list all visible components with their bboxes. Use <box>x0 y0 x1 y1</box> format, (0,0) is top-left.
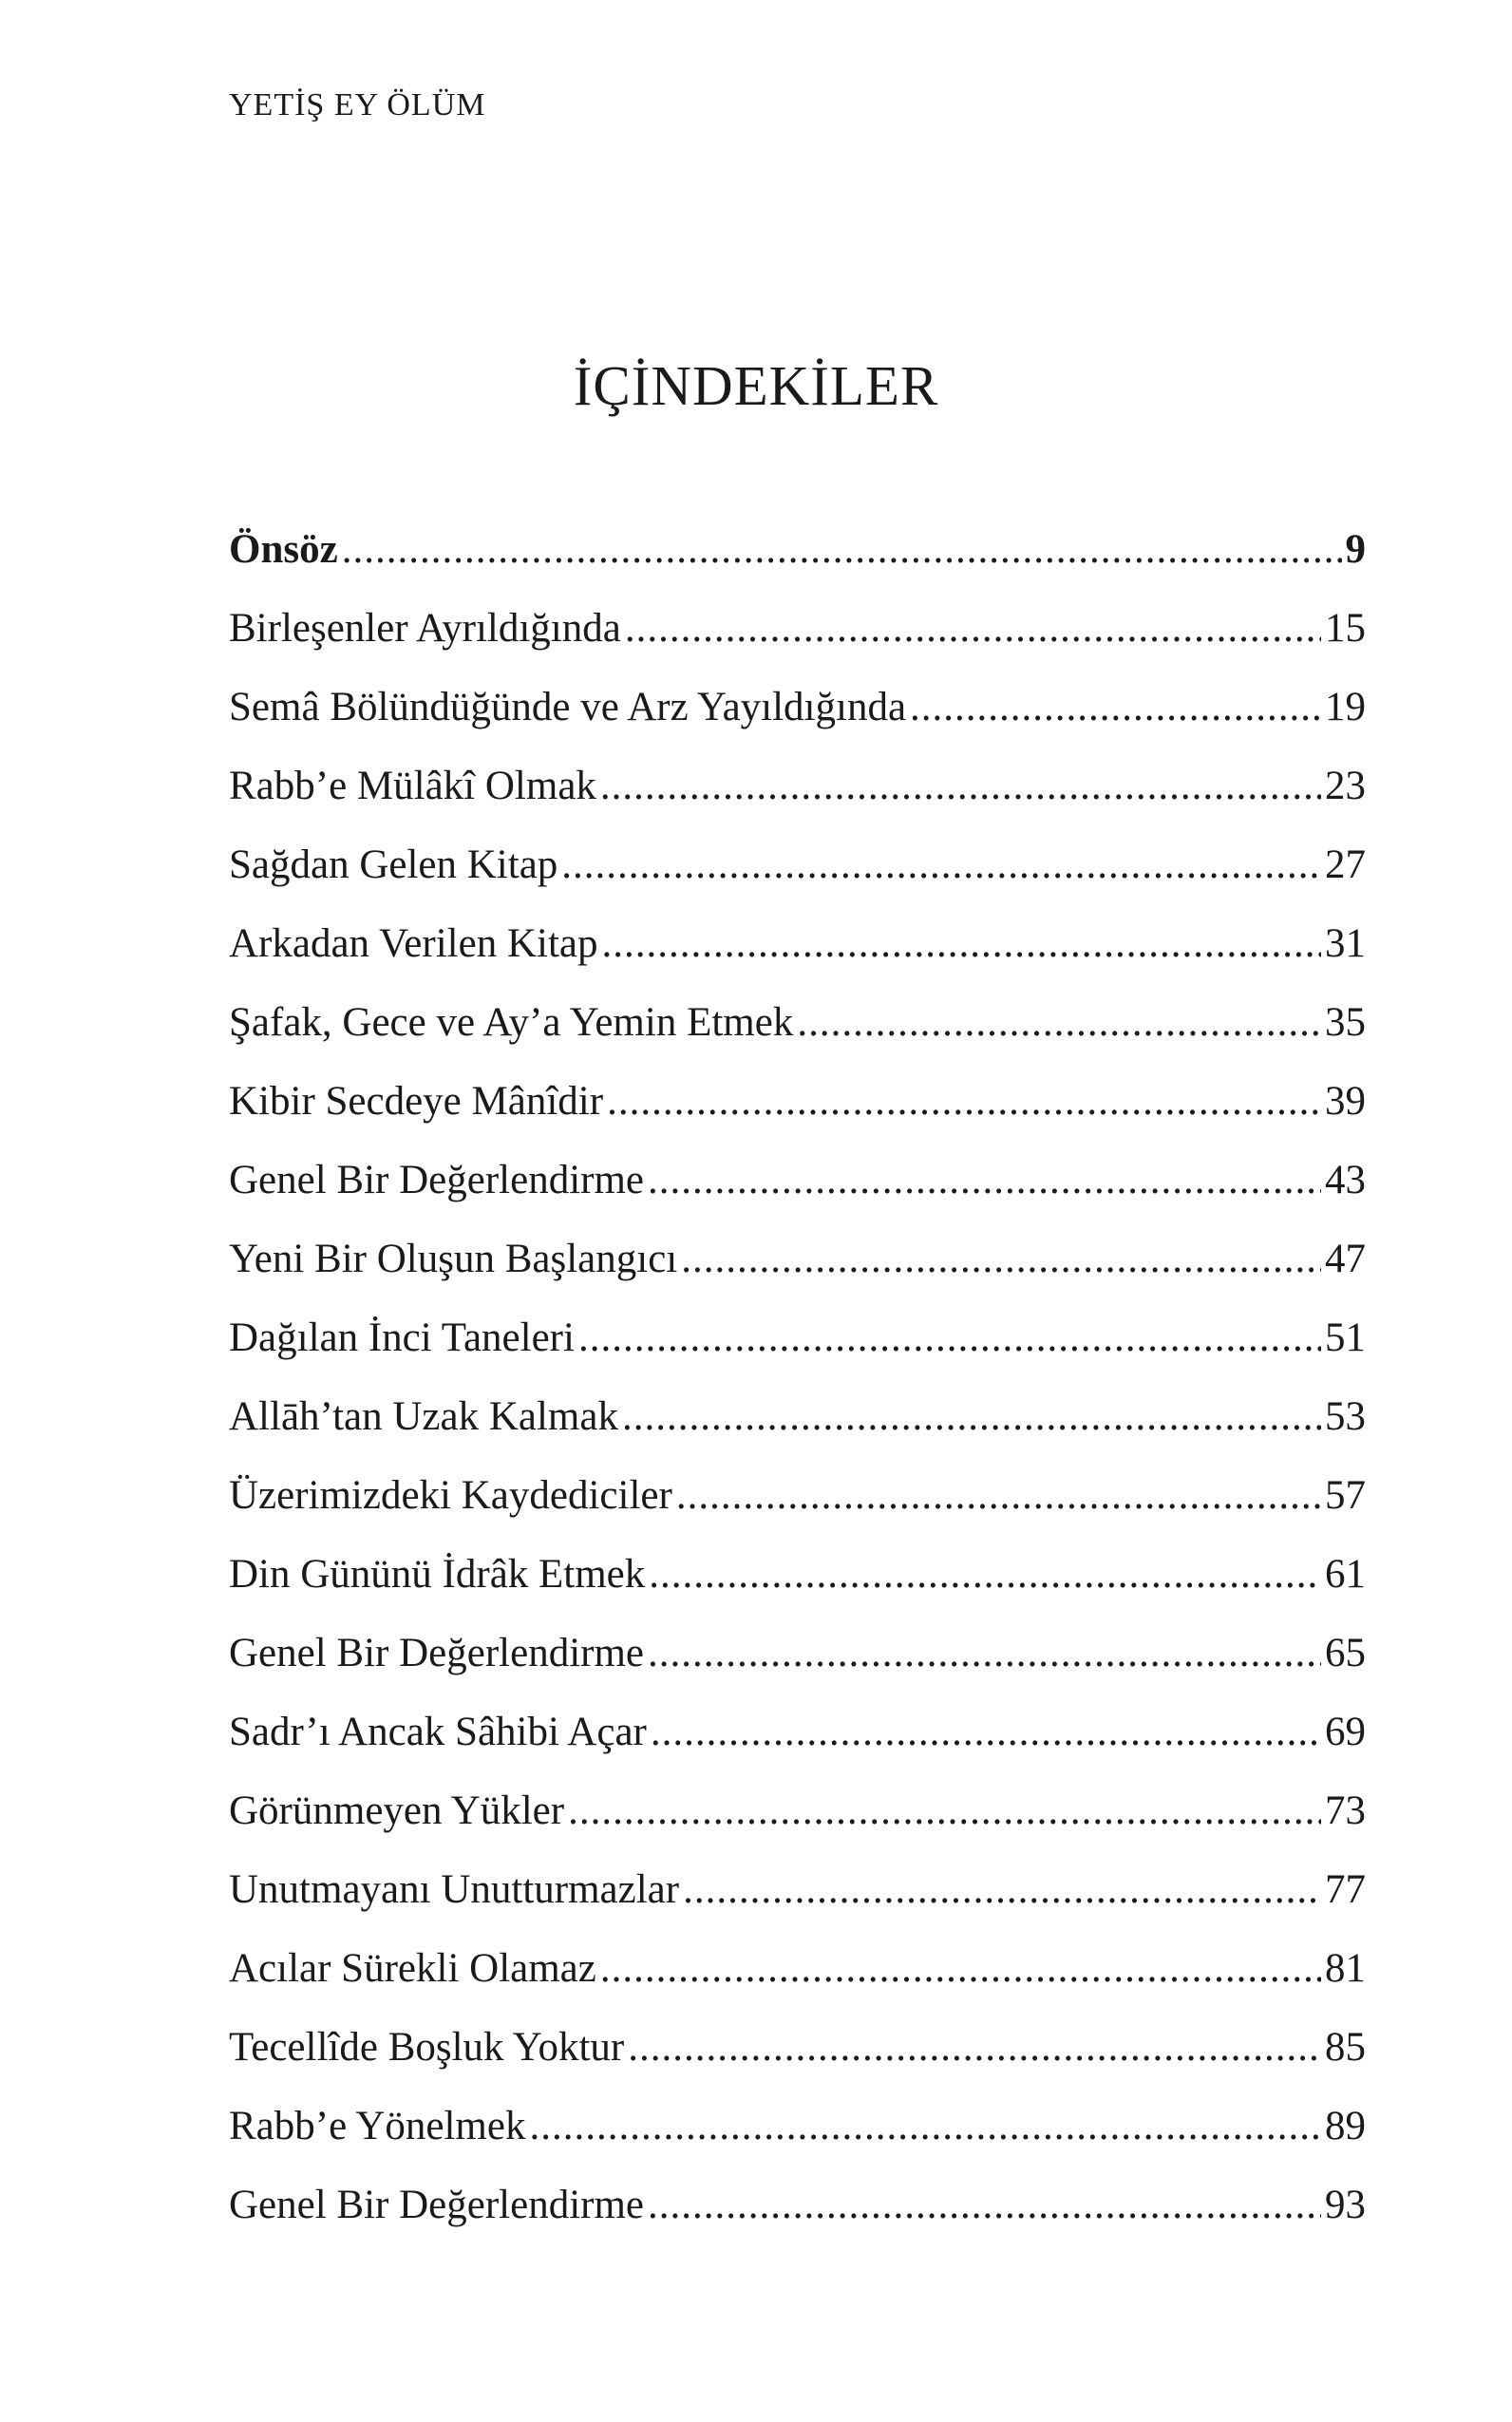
toc-entry-title: Genel Bir Değerlendirme <box>229 1158 644 1202</box>
toc-page-number: 9 <box>1345 527 1366 572</box>
toc-dot-leader <box>651 1709 1321 1755</box>
toc-page-number: 31 <box>1325 921 1366 966</box>
toc-page-number: 65 <box>1325 1631 1366 1675</box>
toc-entry[interactable] <box>229 763 1366 842</box>
toc-dot-leader <box>648 2182 1321 2228</box>
toc-entry-title: Rabb’e Mülâkî Olmak <box>229 764 596 808</box>
toc-entry-title: Din Gününü İdrâk Etmek <box>229 1552 646 1597</box>
toc-dot-leader <box>578 1315 1321 1361</box>
toc-entry-title: Kibir Secdeye Mânîdir <box>229 1079 604 1124</box>
toc-dot-leader <box>628 2024 1321 2071</box>
toc-entry[interactable] <box>229 842 1366 920</box>
toc-entry-title: Tecellîde Boşluk Yoktur <box>229 2025 625 2070</box>
toc-entry-title: Genel Bir Değerlendirme <box>229 1631 644 1675</box>
toc-entry[interactable] <box>229 1157 1366 1236</box>
toc-dot-leader <box>622 1393 1321 1440</box>
toc-dot-leader <box>910 684 1321 730</box>
toc-entry[interactable] <box>229 1630 1366 1709</box>
toc-page-number: 39 <box>1325 1079 1366 1124</box>
toc-dot-leader <box>797 999 1321 1046</box>
toc-dot-leader <box>625 605 1321 652</box>
toc-entry[interactable] <box>229 999 1366 1078</box>
toc-page-number: 15 <box>1325 606 1366 651</box>
toc-entry-title: Dağılan İnci Taneleri <box>229 1315 575 1360</box>
toc-page-number: 69 <box>1325 1710 1366 1754</box>
toc-entry-title: Birleşenler Ayrıldığında <box>229 606 621 651</box>
toc-page-number: 73 <box>1325 1788 1366 1833</box>
toc-page-number: 47 <box>1325 1237 1366 1281</box>
toc-dot-leader <box>648 1157 1321 1203</box>
toc-page-number: 23 <box>1325 764 1366 808</box>
toc-page-number: 19 <box>1325 685 1366 729</box>
toc-entry-title: Sağdan Gelen Kitap <box>229 842 558 887</box>
toc-page-number: 93 <box>1325 2183 1366 2227</box>
toc-entry-title: Görünmeyen Yükler <box>229 1788 565 1833</box>
toc-entry[interactable] <box>229 2182 1366 2261</box>
toc-entry-title: Üzerimizdeki Kaydediciler <box>229 1473 672 1518</box>
toc-page-number: 85 <box>1325 2025 1366 2070</box>
running-head: YETİŞ EY ÖLÜM <box>229 87 486 123</box>
toc-dot-leader <box>529 2103 1321 2149</box>
toc-page-number: 61 <box>1325 1552 1366 1597</box>
page-title: İÇİNDEKİLER <box>573 354 939 417</box>
toc-entry[interactable] <box>229 2024 1366 2103</box>
toc-dot-leader <box>676 1472 1321 1519</box>
toc-entry[interactable] <box>229 1078 1366 1157</box>
toc-entry-title: Allāh’tan Uzak Kalmak <box>229 1394 618 1439</box>
toc-entry-title: Acılar Sürekli Olamaz <box>229 1946 596 1991</box>
toc-entry-title: Rabb’e Yönelmek <box>229 2104 526 2148</box>
toc-entry[interactable] <box>229 920 1366 999</box>
toc-entry-title: Genel Bir Değerlendirme <box>229 2183 644 2227</box>
toc-entry-title: Yeni Bir Oluşun Başlangıcı <box>229 1237 678 1281</box>
toc-dot-leader <box>600 763 1321 809</box>
toc-entry[interactable] <box>229 2103 1366 2182</box>
toc-page-number: 43 <box>1325 1158 1366 1202</box>
toc-dot-leader <box>648 1630 1321 1676</box>
toc-entry[interactable] <box>229 684 1366 763</box>
toc-entry[interactable] <box>229 1788 1366 1866</box>
toc-dot-leader <box>561 842 1321 888</box>
toc-entry-title: Önsöz <box>229 527 338 572</box>
toc-dot-leader <box>342 526 1342 573</box>
toc-entry[interactable] <box>229 1866 1366 1945</box>
toc-page-number: 51 <box>1325 1315 1366 1360</box>
toc-entry-title: Sadr’ı Ancak Sâhibi Açar <box>229 1710 647 1754</box>
toc-dot-leader <box>568 1788 1321 1834</box>
toc-dot-leader <box>683 1866 1321 1913</box>
toc-entry[interactable] <box>229 605 1366 684</box>
toc-entry-title: Arkadan Verilen Kitap <box>229 921 598 966</box>
toc-dot-leader <box>600 1945 1321 1992</box>
toc-dot-leader <box>601 920 1321 967</box>
toc-dot-leader <box>607 1078 1321 1125</box>
toc-page-number: 57 <box>1325 1473 1366 1518</box>
toc-page-number: 27 <box>1325 842 1366 887</box>
toc-entry[interactable] <box>229 1551 1366 1630</box>
toc-page-number: 81 <box>1325 1946 1366 1991</box>
toc-entry[interactable] <box>229 1709 1366 1788</box>
toc-page-number: 35 <box>1325 1000 1366 1045</box>
toc-page-number: 53 <box>1325 1394 1366 1439</box>
toc-entry[interactable] <box>229 1236 1366 1315</box>
toc-entry[interactable] <box>229 1393 1366 1472</box>
toc-dot-leader <box>681 1236 1321 1282</box>
toc-entry-onsoz[interactable] <box>229 526 1366 605</box>
toc-entry-title: Semâ Bölündüğünde ve Arz Yayıldığında <box>229 685 907 729</box>
toc-page-number: 77 <box>1325 1867 1366 1912</box>
toc-entry[interactable] <box>229 1315 1366 1393</box>
toc-entry[interactable] <box>229 1472 1366 1551</box>
toc-entry[interactable] <box>229 1945 1366 2024</box>
toc-list <box>229 526 1366 2261</box>
toc-entry-title: Unutmayanı Unutturmazlar <box>229 1867 680 1912</box>
toc-dot-leader <box>649 1551 1321 1598</box>
toc-page-number: 89 <box>1325 2104 1366 2148</box>
toc-entry-title: Şafak, Gece ve Ay’a Yemin Etmek <box>229 1000 794 1045</box>
